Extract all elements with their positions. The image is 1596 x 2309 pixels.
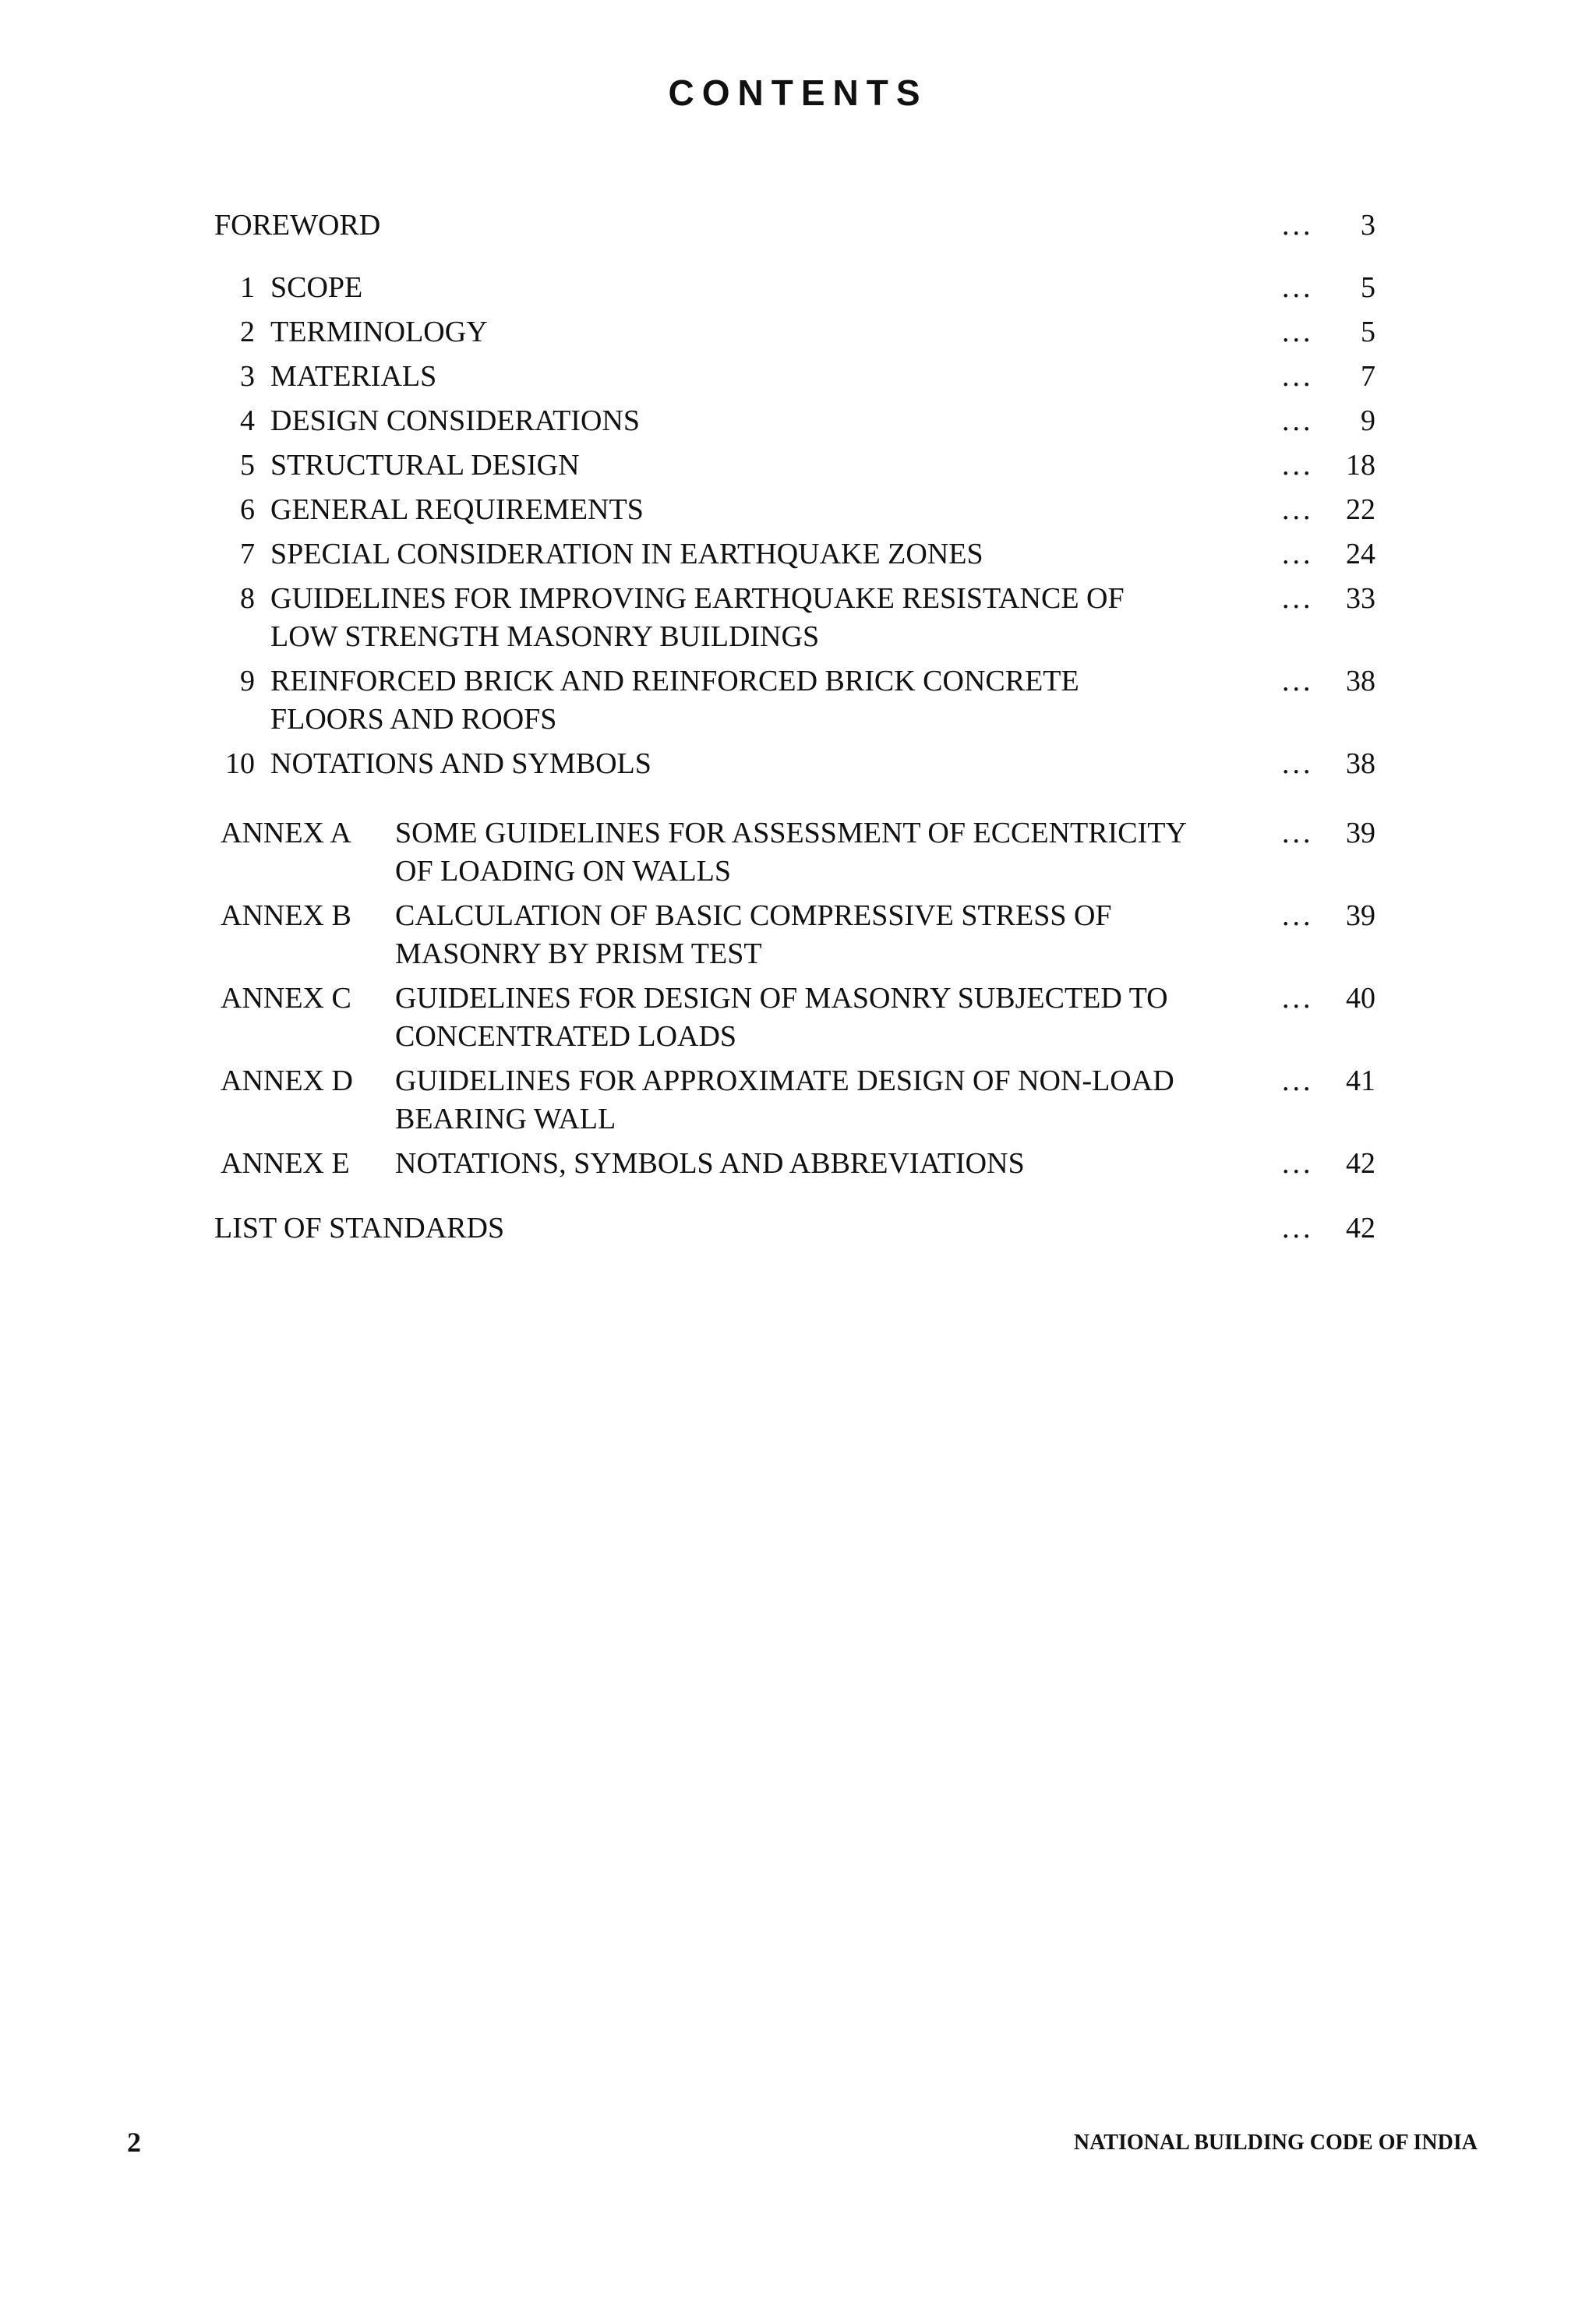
toc-entry-section[interactable] [214,662,1375,739]
annex-label: ANNEX B [221,899,351,932]
toc-entry-page: 7 [1361,360,1375,393]
toc-leader-dots: ... [1282,449,1314,482]
section-number: 9 [240,665,255,697]
toc-entry-annex[interactable] [214,1145,1375,1183]
toc-entry-section[interactable] [214,269,1375,307]
toc-leader-dots: ... [1282,665,1314,697]
toc-leader-dots: ... [1282,1064,1314,1097]
footer-page-number: 2 [127,2127,141,2158]
toc-entry-annex[interactable] [214,980,1375,1056]
toc-entry-page: 42 [1346,1212,1375,1245]
section-number: 6 [240,493,255,526]
section-number: 10 [225,747,255,780]
toc-entry-page: 5 [1361,271,1375,304]
annex-label: ANNEX D [221,1064,353,1097]
toc-leader-dots: ... [1282,316,1314,348]
toc-entry-section[interactable] [214,491,1375,529]
toc-leader-dots: ... [1282,582,1314,615]
toc-entry-page: 39 [1346,817,1375,849]
toc-entry-section[interactable] [214,447,1375,485]
toc-entry-title: NOTATIONS, SYMBOLS AND ABBREVIATIONS [395,1147,1025,1180]
toc-entry-title: TERMINOLOGY [270,316,488,348]
section-number: 8 [240,582,255,615]
toc-leader-dots: ... [1282,493,1314,526]
toc-entry-page: 38 [1346,747,1375,780]
toc-entry-list-of-standards[interactable] [214,1209,1375,1248]
footer-publication-title: NATIONAL BUILDING CODE OF INDIA [1073,2131,1478,2155]
toc-leader-dots: ... [1282,404,1314,437]
toc-entry-section[interactable] [214,358,1375,396]
annex-label: ANNEX C [221,982,351,1015]
section-number: 3 [240,360,255,393]
toc-entry-section[interactable] [214,580,1375,656]
section-number: 5 [240,449,255,482]
toc-entry-annex[interactable] [214,814,1375,891]
annex-label: ANNEX A [221,817,351,849]
toc-entry-title: MATERIALS [270,360,437,393]
toc-leader-dots: ... [1282,817,1314,849]
table-of-contents [214,207,1375,1272]
toc-entry-title: GUIDELINES FOR IMPROVING EARTHQUAKE RESISTANCE OF LOW STRENGTH MASONRY BUILDINGS [270,582,1125,653]
toc-entry-page: 33 [1346,582,1375,615]
section-number: 7 [240,538,255,570]
toc-entry-page: 3 [1361,209,1375,242]
toc-entry-page: 40 [1346,982,1375,1015]
toc-leader-dots: ... [1282,538,1314,570]
toc-leader-dots: ... [1282,982,1314,1015]
toc-entry-title: DESIGN CONSIDERATIONS [270,404,640,437]
toc-entry-page: 22 [1346,493,1375,526]
toc-entry-title: CALCULATION OF BASIC COMPRESSIVE STRESS OF MASONRY BY PRISM TEST [395,899,1112,970]
toc-entry-page: 24 [1346,538,1375,570]
section-number: 4 [240,404,255,437]
toc-entry-title: STRUCTURAL DESIGN [270,449,580,482]
toc-leader-dots: ... [1282,747,1314,780]
toc-leader-dots: ... [1282,360,1314,393]
annex-label: ANNEX E [221,1147,350,1180]
toc-leader-dots: ... [1282,1147,1314,1180]
toc-entry-section[interactable] [214,745,1375,783]
toc-entry-title: GUIDELINES FOR APPROXIMATE DESIGN OF NON-LOAD BEARING WALL [395,1064,1174,1135]
toc-entry-page: 9 [1361,404,1375,437]
page-title: CONTENTS [668,72,928,113]
toc-entry-page: 39 [1346,899,1375,932]
toc-entry-section[interactable] [214,402,1375,440]
toc-entry-title: SPECIAL CONSIDERATION IN EARTHQUAKE ZONES [270,538,983,570]
toc-entry-title: FOREWORD [214,209,381,242]
toc-entry-annex[interactable] [214,897,1375,973]
toc-entry-foreword[interactable] [214,207,1375,245]
section-number: 1 [240,271,255,304]
toc-leader-dots: ... [1282,899,1314,932]
toc-leader-dots: ... [1282,1212,1314,1245]
toc-leader-dots: ... [1282,271,1314,304]
toc-leader-dots: ... [1282,209,1314,242]
toc-entry-page: 42 [1346,1147,1375,1180]
toc-entry-page: 18 [1346,449,1375,482]
toc-entry-title: GUIDELINES FOR DESIGN OF MASONRY SUBJECTED TO CONCENTRATED LOADS [395,982,1168,1053]
section-number: 2 [240,316,255,348]
toc-entry-page: 41 [1346,1064,1375,1097]
toc-entry-title: GENERAL REQUIREMENTS [270,493,644,526]
toc-entry-page: 38 [1346,665,1375,697]
toc-entry-title: SCOPE [270,271,363,304]
toc-entry-title: SOME GUIDELINES FOR ASSESSMENT OF ECCENTRICITY OF LOADING ON WALLS [395,817,1186,888]
toc-entry-annex[interactable] [214,1062,1375,1139]
toc-entry-section[interactable] [214,535,1375,574]
toc-entry-title: LIST OF STANDARDS [214,1212,505,1245]
toc-entry-title: NOTATIONS AND SYMBOLS [270,747,651,780]
toc-entry-section[interactable] [214,313,1375,351]
toc-entry-page: 5 [1361,316,1375,348]
toc-entry-title: REINFORCED BRICK AND REINFORCED BRICK CONCRETE FLOORS AND ROOFS [270,665,1079,736]
